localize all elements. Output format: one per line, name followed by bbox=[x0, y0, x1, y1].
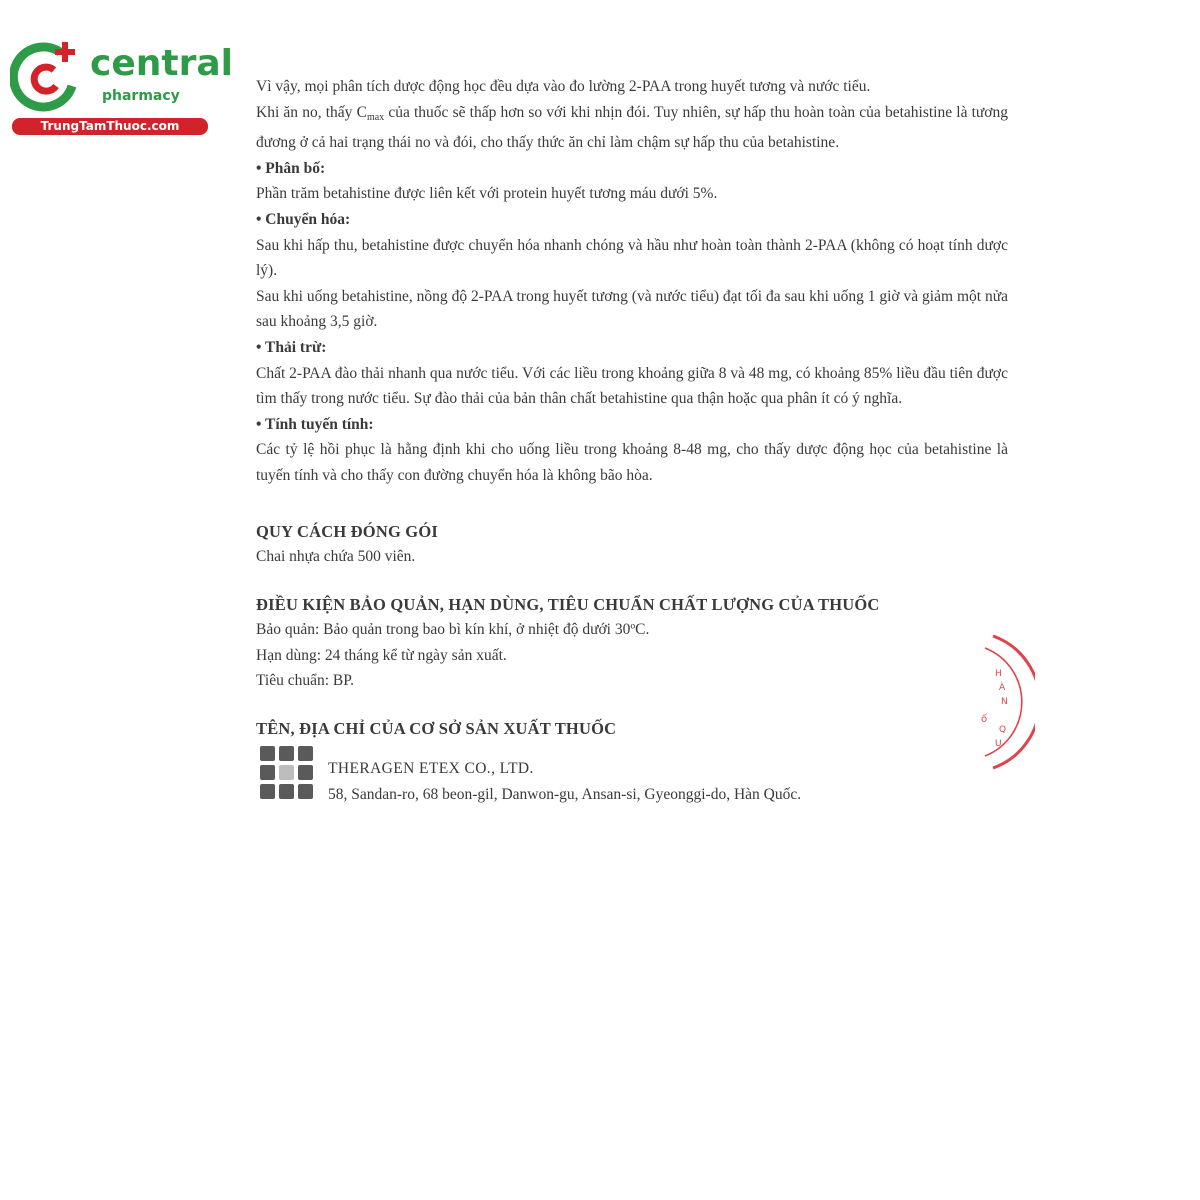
svg-text:À: À bbox=[999, 683, 1006, 693]
manufacturer-address: 58, Sandan-ro, 68 beon-gil, Danwon-gu, Ansan-si, Gyeonggi-do, Hàn Quốc. bbox=[328, 785, 802, 803]
section-title-storage: ĐIỀU KIỆN BẢO QUẢN, HẠN DÙNG, TIÊU CHUẨN CHẤT LƯỢNG CỦA THUỐC bbox=[256, 594, 880, 614]
brand-url[interactable]: TrungTamThuoc.com bbox=[12, 118, 208, 135]
distribution-text: Phần trăm betahistine được liên kết với protein huyết tương máu dưới 5%. bbox=[256, 185, 718, 203]
linearity-text: Các tỷ lệ hồi phục là hằng định khi cho uống liều trong khoảng 8-48 mg, cho thấy dược động học của betahistine là tuyến tính và cho thấy con đường chuyển hóa là không bão hòa. bbox=[256, 441, 1008, 484]
red-seal-stamp-icon bbox=[955, 632, 1035, 772]
brand-name: central bbox=[90, 43, 233, 84]
section-title-packaging: QUY CÁCH ĐÓNG GÓI bbox=[256, 521, 438, 541]
svg-text:N: N bbox=[1001, 697, 1008, 707]
elimination-text: Chất 2-PAA đào thải nhanh qua nước tiểu. Với các liều trong khoảng giữa 8 và 48 mg, có khoảng 85% liều đầu tiên được tìm thấy trong nước tiểu. Sự đào thải của bản thân chất betahistine qua thận hoặc qua phân ít có ý nghĩa. bbox=[256, 364, 1008, 408]
packaging-text: Chai nhựa chứa 500 viên. bbox=[256, 548, 416, 566]
leaflet-body bbox=[256, 74, 1008, 808]
section-title-manufacturer: TÊN, ĐỊA CHỈ CỦA CƠ SỞ SẢN XUẤT THUỐC bbox=[256, 719, 617, 739]
metabolism-text-1: Sau khi hấp thu, betahistine được chuyển hóa nhanh chóng và hầu như hoàn toàn thành 2-PAA (không có hoạt tính dược lý). bbox=[256, 236, 1008, 280]
svg-text:ố: ố bbox=[981, 714, 988, 725]
cmax-subscript: max bbox=[366, 111, 385, 123]
metabolism-text-2: Sau khi uống betahistine, nồng độ 2-PAA trong huyết tương (và nước tiểu) đạt tối đa sau khi uống 1 giờ và giảm một nửa sau khoảng 3,5 giờ. bbox=[256, 287, 1008, 331]
pk-food-text-b: của thuốc sẽ thấp hơn so với khi nhịn đói. Tuy nhiên, sự hấp thu hoàn toàn của betahistine là tương đương ở cả hai trạng thái no và đói, cho thấy thức ăn chỉ làm chậm sự hấp thu của betahistine. bbox=[256, 103, 1009, 152]
pk-paragraph-analysis: Vì vậy, mọi phân tích dược động học đều dựa vào đo lường 2-PAA trong huyết tương và nước tiểu. bbox=[256, 78, 871, 95]
shelf-life: Hạn dùng: 24 tháng kể từ ngày sản xuất. bbox=[256, 646, 507, 664]
quality-standard: Tiêu chuẩn: BP. bbox=[256, 672, 355, 690]
pk-paragraph-food bbox=[256, 100, 1008, 156]
svg-text:U: U bbox=[995, 739, 1002, 749]
manufacturer-name: THERAGEN ETEX CO., LTD. bbox=[328, 759, 534, 777]
heading-elimination: • Thải trừ: bbox=[256, 338, 327, 356]
manufacturer-block bbox=[256, 744, 1008, 808]
theragen-logo-icon bbox=[260, 746, 314, 800]
heading-metabolism: • Chuyển hóa: bbox=[256, 210, 351, 228]
pk-food-text-a: Khi ăn no, thấy C bbox=[256, 103, 367, 121]
central-pharmacy-logo-icon bbox=[10, 40, 84, 114]
heading-distribution: • Phân bố: bbox=[256, 159, 326, 177]
pharmacy-logo[interactable] bbox=[10, 36, 233, 136]
brand-subtitle: pharmacy bbox=[102, 88, 180, 104]
svg-text:Q: Q bbox=[999, 725, 1007, 735]
svg-text:H: H bbox=[995, 669, 1002, 679]
storage-condition: Bảo quản: Bảo quản trong bao bì kín khí, ở nhiệt độ dưới 30ºC. bbox=[256, 621, 650, 639]
heading-linearity: • Tính tuyến tính: bbox=[256, 415, 374, 433]
